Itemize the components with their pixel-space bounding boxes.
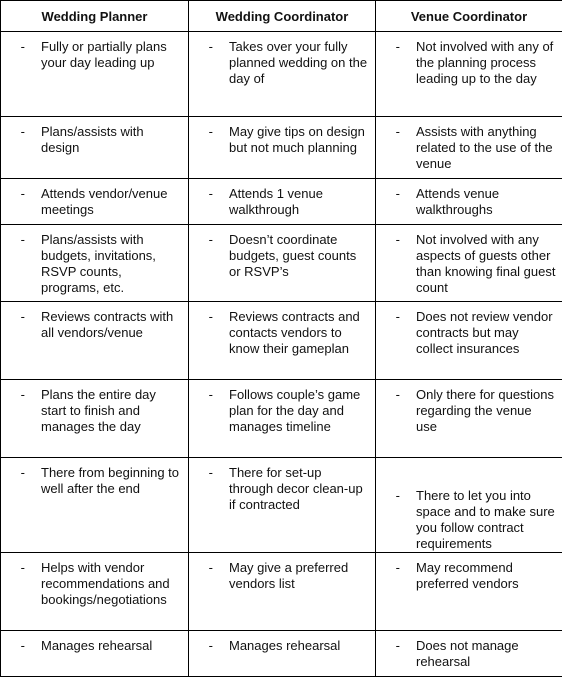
bullet-dash: -: [1, 186, 25, 218]
coordinator-cell: [189, 225, 376, 302]
bullet-dash: -: [1, 232, 25, 296]
bullet-dash: -: [1, 387, 25, 435]
venue-cell: [376, 179, 562, 225]
planner-cell: [1, 32, 189, 117]
planner-text: Manages rehearsal: [25, 638, 188, 654]
coordinator-text: Takes over your fully planned wedding on the day of: [213, 39, 375, 87]
coordinator-text: Reviews contracts and contacts vendors to know their gameplan: [213, 309, 375, 357]
table-row: [1, 380, 562, 458]
venue-cell: [376, 302, 562, 380]
venue-cell: [376, 458, 562, 553]
table-row: [1, 179, 562, 225]
planner-text: Fully or partially plans your day leading up: [25, 39, 188, 71]
bullet-dash: -: [376, 186, 400, 218]
planner-text: Attends vendor/venue meetings: [25, 186, 188, 218]
coordinator-text: Follows couple’s game plan for the day and manages timeline: [213, 387, 375, 435]
table-row: [1, 302, 562, 380]
coordinator-text: Attends 1 venue walkthrough: [213, 186, 375, 218]
planner-cell: [1, 458, 189, 553]
column-header-wedding-coordinator: Wedding Coordinator: [189, 1, 376, 32]
coordinator-text: Doesn’t coordinate budgets, guest counts or RSVP’s: [213, 232, 375, 280]
coordinator-cell: [189, 179, 376, 225]
venue-text: Does not manage rehearsal: [400, 638, 562, 670]
column-header-venue-coordinator: Venue Coordinator: [376, 1, 562, 32]
table-row: [1, 225, 562, 302]
bullet-dash: -: [376, 488, 400, 552]
venue-cell: [376, 553, 562, 631]
table-row: [1, 32, 562, 117]
bullet-dash: -: [1, 124, 25, 156]
coordinator-cell: [189, 458, 376, 553]
bullet-dash: -: [1, 560, 25, 608]
planner-cell: [1, 302, 189, 380]
bullet-dash: -: [376, 124, 400, 172]
header-row: [1, 1, 562, 32]
bullet-dash: -: [1, 39, 25, 71]
bullet-dash: -: [189, 387, 213, 435]
coordinator-text: May give a preferred vendors list: [213, 560, 375, 592]
coordinator-cell: [189, 302, 376, 380]
venue-text: May recommend preferred vendors: [400, 560, 562, 592]
planner-cell: [1, 117, 189, 179]
table-row: [1, 458, 562, 553]
bullet-dash: -: [376, 387, 400, 435]
venue-text: Does not review vendor contracts but may collect insurances: [400, 309, 562, 357]
venue-text: There to let you into space and to make sure you follow contract requirements: [400, 488, 562, 552]
venue-text: Not involved with any of the planning process leading up to the day: [400, 39, 562, 87]
planner-text: Plans/assists with budgets, invitations, RSVP counts, programs, etc.: [25, 232, 188, 296]
bullet-dash: -: [376, 232, 400, 296]
venue-cell: [376, 32, 562, 117]
bullet-dash: -: [1, 465, 25, 497]
bullet-dash: -: [189, 465, 213, 513]
venue-text: Not involved with any aspects of guests other than knowing final guest count: [400, 232, 562, 296]
coordinator-text: Manages rehearsal: [213, 638, 375, 654]
bullet-dash: -: [1, 309, 25, 341]
coordinator-cell: [189, 380, 376, 458]
bullet-dash: -: [189, 124, 213, 156]
bullet-dash: -: [189, 560, 213, 592]
venue-cell: [376, 117, 562, 179]
bullet-dash: -: [189, 186, 213, 218]
table-row: [1, 553, 562, 631]
bullet-dash: -: [376, 39, 400, 87]
planner-cell: [1, 179, 189, 225]
table-row: [1, 117, 562, 179]
bullet-dash: -: [189, 39, 213, 87]
bullet-dash: -: [1, 638, 25, 654]
venue-cell: [376, 380, 562, 458]
coordinator-text: There for set-up through decor clean-up if contracted: [213, 465, 375, 513]
planner-cell: [1, 553, 189, 631]
column-header-wedding-planner: Wedding Planner: [1, 1, 189, 32]
venue-cell: [376, 225, 562, 302]
bullet-dash: -: [376, 560, 400, 592]
planner-cell: [1, 225, 189, 302]
planner-text: Plans/assists with design: [25, 124, 188, 156]
coordinator-cell: [189, 32, 376, 117]
planner-text: Reviews contracts with all vendors/venue: [25, 309, 188, 341]
coordinator-cell: [189, 117, 376, 179]
planner-text: Plans the entire day start to finish and manages the day: [25, 387, 188, 435]
venue-text: Only there for questions regarding the venue use: [400, 387, 562, 435]
coordinator-text: May give tips on design but not much planning: [213, 124, 375, 156]
planner-cell: [1, 380, 189, 458]
venue-text: Attends venue walkthroughs: [400, 186, 562, 218]
coordinator-cell: [189, 553, 376, 631]
bullet-dash: -: [189, 309, 213, 357]
planner-text: There from beginning to well after the end: [25, 465, 188, 497]
bullet-dash: -: [376, 638, 400, 670]
venue-text: Assists with anything related to the use of the venue: [400, 124, 562, 172]
bullet-dash: -: [376, 309, 400, 357]
planner-text: Helps with vendor recommendations and bookings/negotiations: [25, 560, 188, 608]
bullet-dash: -: [189, 232, 213, 280]
bullet-dash: -: [189, 638, 213, 654]
